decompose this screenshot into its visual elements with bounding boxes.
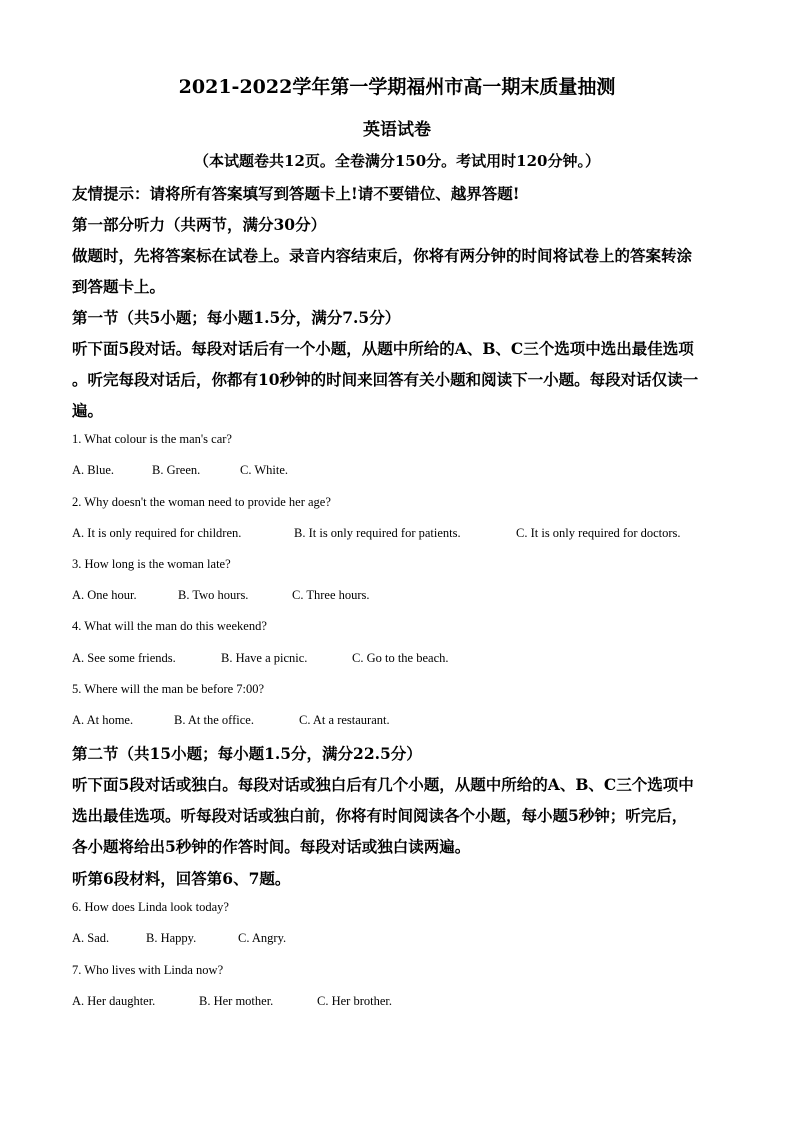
question-4: 4. What will the man do this weekend? bbox=[72, 619, 267, 633]
question-3: 3. How long is the woman late? bbox=[72, 557, 231, 571]
option-c: C. At a restaurant. bbox=[299, 713, 390, 727]
section1-heading: 第一节（共5小题；每小题1.5分，满分7.5分） bbox=[72, 308, 401, 327]
question-6: 6. How does Linda look today? bbox=[72, 900, 229, 914]
option-b: B. Have a picnic. bbox=[221, 651, 308, 665]
option-b: B. Her mother. bbox=[199, 994, 274, 1008]
section1-instruction-line: 。听完每段对话后，你都有10秒钟的时间来回答有关小题和阅读下一小题。每段对话仅读一 bbox=[72, 370, 699, 389]
part1-instruction-line: 到答题卡上。 bbox=[72, 277, 166, 296]
reminder-text: 友情提示：请将所有答案填写到答题卡上!请不要错位、越界答题! bbox=[72, 184, 520, 203]
section1-instruction-line: 遍。 bbox=[72, 401, 104, 420]
option-b: B. At the office. bbox=[174, 713, 254, 727]
option-c: C. White. bbox=[240, 463, 289, 477]
section2-instruction-line: 各小题将给出5秒钟的作答时间。每段对话或独白读两遍。 bbox=[72, 837, 471, 856]
exam-title: 2021-2022学年第一学期福州市高一期末质量抽测 bbox=[178, 76, 616, 98]
section2-heading: 第二节（共15小题；每小题1.5分，满分22.5分） bbox=[72, 744, 422, 763]
option-a: A. It is only required for children. bbox=[72, 526, 242, 540]
section2-instruction-line: 选出最佳选项。听每段对话或独白前，你将有时间阅读各个小题，每小题5秒钟；听完后， bbox=[72, 806, 688, 825]
question-2: 2. Why doesn't the woman need to provide her age? bbox=[72, 495, 331, 509]
option-c: C. Three hours. bbox=[292, 588, 370, 602]
option-a: A. See some friends. bbox=[72, 651, 176, 665]
part1-heading: 第一部分听力（共两节，满分30分） bbox=[72, 215, 327, 234]
exam-note: （本试题卷共12页。全卷满分150分。考试用时120分钟。） bbox=[194, 152, 600, 170]
question-5: 5. Where will the man be before 7:00? bbox=[72, 682, 265, 696]
material-instruction: 听第6段材料，回答第6、7题。 bbox=[72, 869, 291, 888]
question-1: 1. What colour is the man's car? bbox=[72, 432, 232, 446]
option-c: C. Go to the beach. bbox=[352, 651, 449, 665]
option-a: A. Sad. bbox=[72, 931, 110, 945]
option-a: A. Her daughter. bbox=[72, 994, 156, 1008]
option-b: B. It is only required for patients. bbox=[294, 526, 461, 540]
question-7: 7. Who lives with Linda now? bbox=[72, 963, 224, 977]
option-b: B. Green. bbox=[152, 463, 201, 477]
option-b: B. Happy. bbox=[146, 931, 197, 945]
section2-instruction-line: 听下面5段对话或独白。每段对话或独白后有几个小题，从题中所给的A、B、C三个选项中 bbox=[72, 775, 694, 794]
option-c: C. It is only required for doctors. bbox=[516, 526, 681, 540]
option-b: B. Two hours. bbox=[178, 588, 249, 602]
part1-instruction-line: 做题时，先将答案标在试卷上。录音内容结束后，你将有两分钟的时间将试卷上的答案转涂 bbox=[72, 246, 693, 265]
section1-instruction-line: 听下面5段对话。每段对话后有一个小题，从题中所给的A、B、C三个选项中选出最佳选项 bbox=[72, 339, 694, 358]
exam-subject: 英语试卷 bbox=[363, 120, 431, 140]
option-c: C. Her brother. bbox=[317, 994, 392, 1008]
option-a: A. Blue. bbox=[72, 463, 115, 477]
option-a: A. One hour. bbox=[72, 588, 137, 602]
option-a: A. At home. bbox=[72, 713, 134, 727]
option-c: C. Angry. bbox=[238, 931, 287, 945]
